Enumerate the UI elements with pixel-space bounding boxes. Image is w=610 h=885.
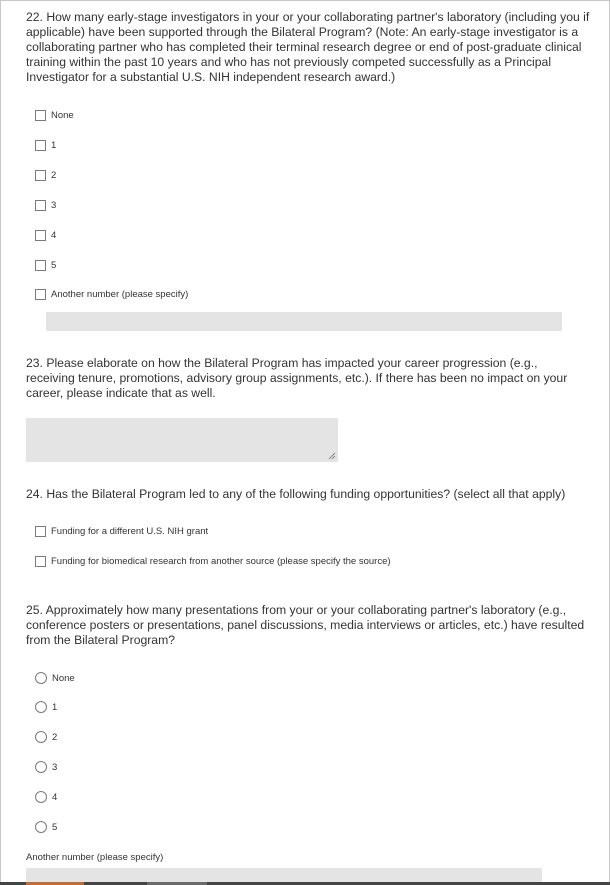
option-label: None (51, 109, 74, 121)
q25-option-1[interactable] (35, 700, 57, 714)
radio-button[interactable] (35, 701, 47, 713)
q22-option-2[interactable] (35, 168, 56, 182)
option-label: 5 (52, 821, 58, 833)
q22-option-5[interactable] (35, 258, 56, 272)
option-label: 1 (51, 139, 57, 151)
question-23-text: 23. Please elaborate on how the Bilateral Program has impacted your career progression (e.g., receiving tenure, promotions, advisory group assignments, etc.). If there has been no impact on your career, please indicate that as well. (26, 356, 568, 400)
checkbox[interactable] (35, 289, 46, 300)
q22-option-none[interactable] (35, 108, 74, 122)
radio-button[interactable] (35, 731, 47, 743)
q25-option-3[interactable] (35, 760, 57, 774)
q22-option-another-number[interactable] (35, 287, 188, 301)
checkbox[interactable] (35, 556, 46, 567)
option-label: 1 (52, 701, 58, 713)
radio-button[interactable] (35, 761, 47, 773)
option-label: 2 (52, 731, 58, 743)
q24-option-other-source[interactable] (35, 554, 391, 568)
option-label: 5 (51, 259, 57, 271)
checkbox[interactable] (35, 260, 46, 271)
q24-option-nih-grant[interactable] (35, 524, 208, 538)
checkbox[interactable] (35, 140, 46, 151)
radio-button[interactable] (35, 672, 47, 684)
q25-option-5[interactable] (35, 820, 57, 834)
option-label: 3 (52, 761, 58, 773)
q22-option-4[interactable] (35, 228, 56, 242)
option-label: Funding for a different U.S. NIH grant (51, 525, 209, 537)
q22-other-number-input[interactable] (46, 312, 562, 331)
q23-answer-textarea[interactable] (26, 418, 338, 462)
question-25-text: 25. Approximately how many presentations from your or your collaborating partner's laboratory (e.g., conference posters or presentations, panel discussions, media interviews or articles, etc.) have resulted from the Bilateral Program? (26, 603, 585, 647)
question-22-text: 22. How many early-stage investigators in your or your collaborating partner's laboratory (including you if applicable) have been supported through the Bilateral Program? (Note: An early-stage investigator is a collaborating partner who has completed their terminal research degree or end of post-graduate clinical training within the past 10 years and who has not previously competed successfully as a Principal Investigator for a substantial U.S. NIH independent research award.) (26, 10, 590, 84)
option-label: Funding for biomedical research from another source (please specify the source) (51, 555, 391, 567)
checkbox[interactable] (35, 230, 46, 241)
q25-option-none[interactable] (35, 671, 75, 685)
q25-other-number-label: Another number (please specify) (26, 852, 164, 863)
question-24-text: 24. Has the Bilateral Program led to any of the following funding opportunities? (select all that apply) (26, 487, 566, 501)
option-label: None (52, 672, 75, 684)
q22-option-3[interactable] (35, 198, 56, 212)
checkbox[interactable] (35, 526, 46, 537)
q25-option-2[interactable] (35, 730, 57, 744)
radio-button[interactable] (35, 821, 47, 833)
q22-option-1[interactable] (35, 138, 56, 152)
option-label: 2 (51, 169, 57, 181)
option-label: 4 (51, 229, 57, 241)
checkbox[interactable] (35, 200, 46, 211)
q25-option-4[interactable] (35, 790, 57, 804)
checkbox[interactable] (35, 170, 46, 181)
resize-grip-icon[interactable] (328, 452, 336, 460)
option-label: Another number (please specify) (51, 288, 189, 300)
option-label: 4 (52, 791, 58, 803)
radio-button[interactable] (35, 791, 47, 803)
option-label: 3 (51, 199, 57, 211)
checkbox[interactable] (35, 110, 46, 121)
